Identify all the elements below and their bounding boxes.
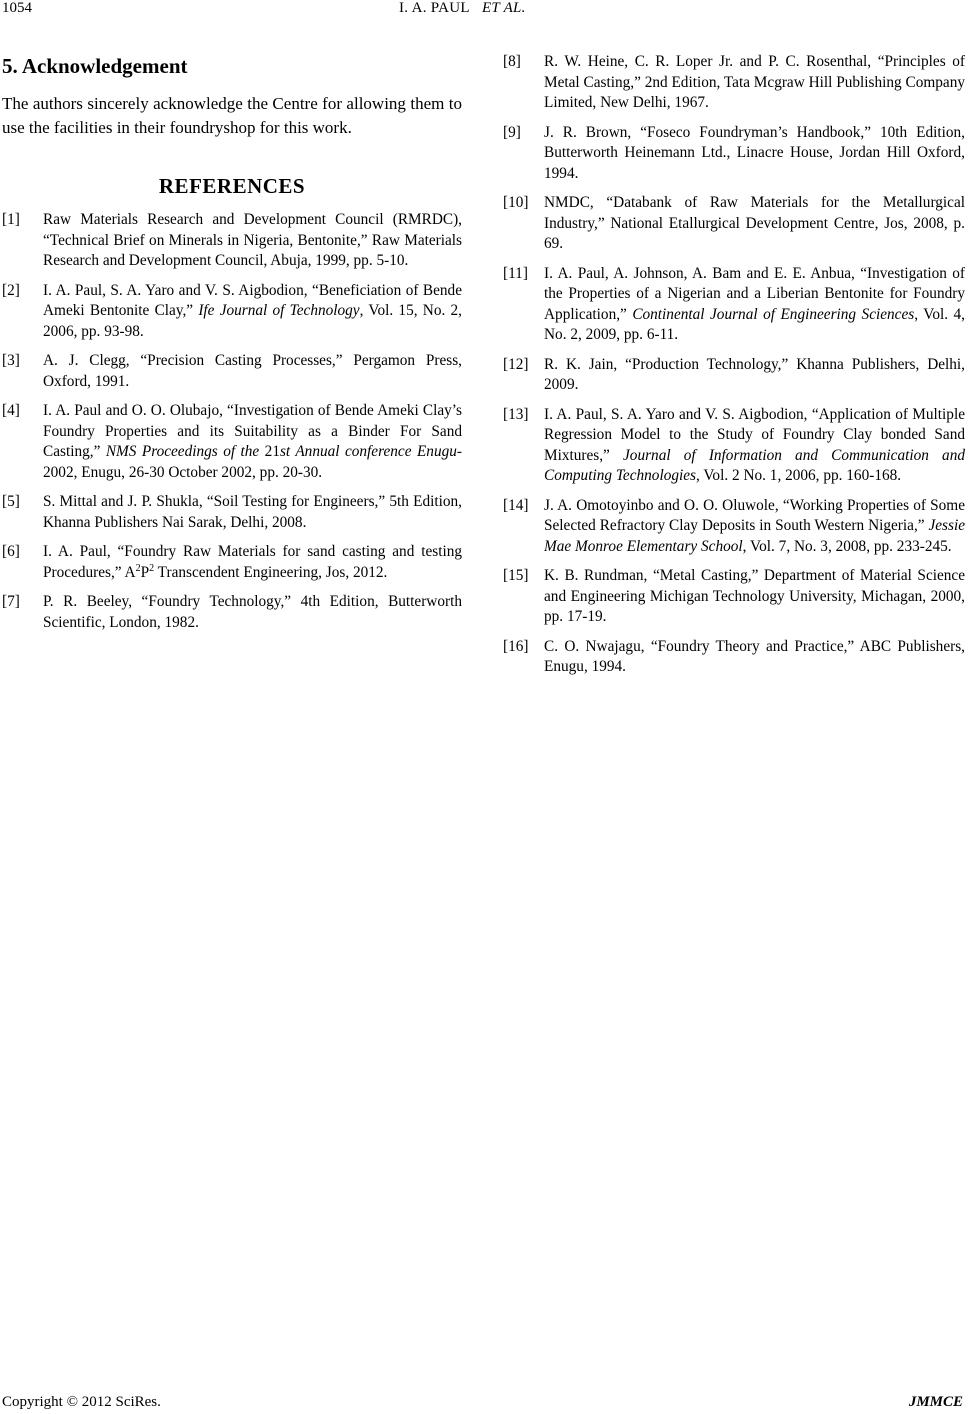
reference-text-segment: R. W. Heine, C. R. Loper Jr. and P. C. Rosenthal, “Principles of Metal Casting,” 2nd Edition, Tata Mcgraw Hill Publishing Company Limited, New Delhi, 1967. [544,53,965,111]
reference-text-segment: I. A. Paul, “Foundry Raw Materials for sand casting and testing Procedures,” A [43,543,462,581]
running-head-authors: I. A. PAUL [399,0,470,16]
reference-number: [5] [2,493,20,510]
reference-text-segment: Ife Journal of Technology [198,302,360,319]
reference-text [43,281,462,343]
reference-number: [7] [2,593,20,610]
reference-item [2,281,462,343]
reference-number: [4] [2,402,20,419]
reference-number: [1] [2,211,20,228]
reference-text-segment: J. R. Brown, “Foseco Foundryman’s Handbook,” 10th Edition, Butterworth Heinemann Ltd., Linacre House, Jordan Hill Oxford, 1994. [544,123,965,182]
reference-text-segment: -2002, Enugu, 26-30 October 2002, pp. 20-30. [43,443,462,481]
acknowledgement-heading: 5. Acknowledgement [2,54,188,78]
reference-text [544,355,965,396]
reference-text [544,52,965,114]
reference-item [503,405,965,487]
footer-journal: JMMCE [908,1394,963,1410]
reference-item [503,123,965,185]
reference-text-segment: , Vol. 2 No. 1, 2006, pp. 160-168. [695,467,902,484]
reference-text [43,351,462,392]
left-column [2,52,462,642]
reference-item [2,401,462,483]
reference-list-left [2,210,462,633]
reference-text-segment: , Vol. 15, No. 2, 2006, pp. 93-98. [43,302,462,340]
reference-number: [14] [503,496,529,514]
reference-text-segment: S. Mittal and J. P. Shukla, “Soil Testing for Engineers,” 5th Edition, Khanna Publishers Nai Sarak, Delhi, 2008. [43,493,462,531]
reference-text [43,401,462,483]
reference-item [503,52,965,114]
footer-copyright: Copyright © 2012 SciRes. [2,1394,161,1410]
reference-text [43,592,462,633]
reference-text-segment: 2 [149,562,155,574]
page-number: 1054 [2,0,32,16]
reference-item [503,496,965,558]
reference-text-segment: P. R. Beeley, “Foundry Technology,” 4th Edition, Butterworth Scientific, London, 1982. [43,593,462,631]
reference-number: [10] [503,194,529,211]
reference-text [43,492,462,533]
reference-text [544,123,965,185]
reference-text-segment: , Vol. 4, No. 2, 2009, pp. 6-11. [544,305,965,343]
reference-text-segment: I. A. Paul, S. A. Yaro and V. S. Aigbodion, “Beneficiation of Bende Ameki Bentonite Clay,” [43,281,462,319]
reference-text [43,210,462,272]
reference-text [43,542,462,583]
running-head [399,0,526,17]
reference-text-segment: , Vol. 7, No. 3, 2008, pp. 233-245. [742,537,952,555]
reference-number: [11] [503,264,528,282]
reference-text-segment: st Annual conference Enugu [279,443,457,460]
reference-number: [9] [503,123,521,141]
reference-text [544,496,965,558]
reference-text [544,264,965,346]
reference-item [503,264,965,346]
reference-item [503,566,965,628]
reference-text-segment: Transcendent Engineering, Jos, 2012. [154,563,388,581]
reference-text [544,566,965,628]
reference-item [2,592,462,633]
reference-text-segment: P [140,563,150,581]
reference-list-right [503,52,965,678]
reference-text-segment: NMDC, “Databank of Raw Materials for the Metallurgical Industry,” National Etallurgical Development Centre, Jos, 2008, p. 69. [544,194,965,252]
reference-text-segment: R. K. Jain, “Production Technology,” Khanna Publishers, Delhi, 2009. [544,355,965,393]
reference-item [2,542,462,583]
acknowledgement-body: The authors sincerely acknowledge the Centre for allowing them to use the facilities in their foundryshop for this work. [2,94,462,137]
reference-item [2,210,462,272]
reference-text-segment: I. A. Paul, A. Johnson, A. Bam and E. E. Anbua, “Investigation of the Properties of a Nigerian and a Liberian Bentonite for Foundry Application,” [544,264,965,323]
references-heading: REFERENCES [158,174,306,198]
reference-item [503,355,965,396]
reference-text-segment: Journal of Information and Communication and Computing Technologies [544,446,965,484]
reference-text-segment: Raw Materials Research and Development Council (RMRDC), “Technical Brief on Minerals in Nigeria, Bentonite,” Raw Materials Research and Development Council, Abuja, 1999, pp. 5-10. [43,211,462,269]
reference-item [503,637,965,678]
reference-number: [15] [503,567,529,584]
right-column [503,52,965,687]
reference-text-segment: I. A. Paul and O. O. Olubajo, “Investigation of Bende Ameki Clay’s Foundry Properties and its Suitability as a Binder For Sand Casting,” [43,402,462,460]
reference-number: [6] [2,543,20,560]
reference-item [503,193,965,255]
reference-number: [2] [2,281,20,299]
reference-text [544,405,965,487]
reference-text-segment: I. A. Paul, S. A. Yaro and V. S. Aigbodion, “Application of Multiple Regression Model to the Study of Foundry Clay bonded Sand Mixtures,” [544,405,965,464]
reference-text-segment: 2 [135,562,141,574]
reference-number: [8] [503,53,521,70]
reference-number: [13] [503,405,529,423]
reference-text-segment: K. B. Rundman, “Metal Casting,” Department of Material Science and Engineering Michigan Technology University, Michagan, 2000, pp. 17-19. [544,567,965,625]
reference-text [544,637,965,678]
reference-text-segment: NMS Proceedings of the [105,443,265,460]
reference-text-segment: C. O. Nwajagu, “Foundry Theory and Practice,” ABC Publishers, Enugu, 1994. [544,637,965,675]
reference-text-segment: Continental Journal of Engineering Sciences [632,305,915,323]
running-head-et-al: ET AL. [481,0,526,16]
reference-text-segment: J. A. Omotoyinbo and O. O. Oluwole, “Working Properties of Some Selected Refractory Clay Deposits in South Western Nigeria,” [544,496,965,534]
reference-item [2,492,462,533]
reference-number: [12] [503,355,529,373]
reference-text-segment: A. J. Clegg, “Precision Casting Processes,” Pergamon Press, Oxford, 1991. [43,352,462,390]
reference-text-segment: 21 [264,443,280,460]
reference-text-segment: Jessie Mae Monroe Elementary School [544,517,965,555]
reference-number: [3] [2,352,20,369]
reference-item [2,351,462,392]
reference-text [544,193,965,255]
reference-number: [16] [503,637,529,655]
